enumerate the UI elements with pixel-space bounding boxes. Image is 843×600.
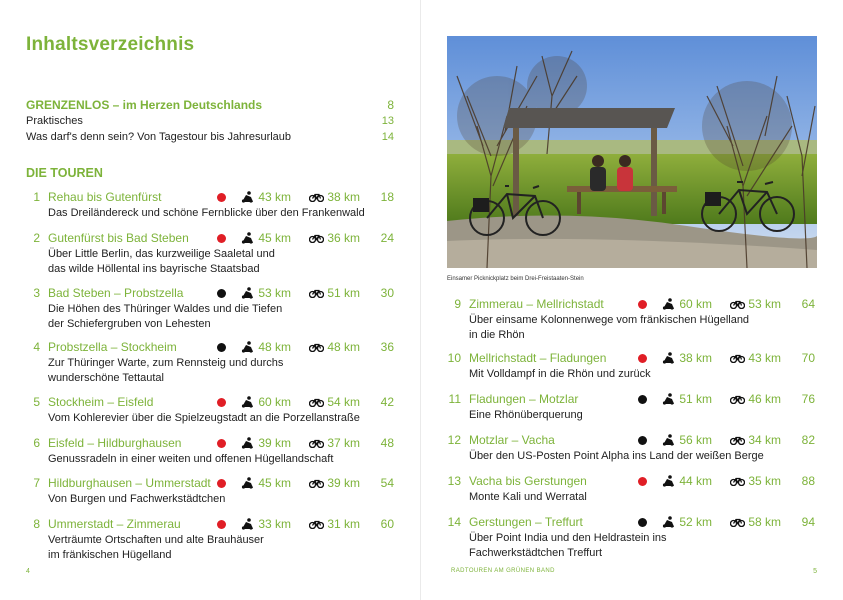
picnic-shelter-photo: [447, 36, 817, 268]
tour-route: Probstzella – Stockheim: [48, 340, 177, 354]
intro-page: 14: [381, 131, 394, 143]
tour-description-line: Fachwerkstädtchen Treffurt: [469, 547, 603, 559]
tour-description-line: Genussradeln in einer weiten und offenen Hügellandschaft: [48, 453, 334, 465]
tour-route: Ummerstadt – Zimmerau: [48, 517, 181, 531]
tour-entry[interactable]: [447, 515, 817, 563]
tour-bike-distance: 43 km: [748, 351, 781, 365]
tour-climb-distance: 45 km: [258, 476, 291, 490]
photo-caption: Einsamer Picknickplatz beim Drei-Freistaaten-Stein: [447, 276, 584, 282]
tour-header: [26, 286, 396, 302]
tour-bike-distance: 58 km: [748, 515, 781, 529]
tour-page-number: 94: [801, 515, 815, 529]
intro-item[interactable]: [26, 129, 394, 145]
section-title: DIE TOUREN: [26, 166, 103, 180]
intro-label: GRENZENLOS – im Herzen Deutschlands: [26, 98, 263, 112]
tour-bike-distance: 38 km: [327, 190, 360, 204]
tour-description-line: Monte Kali und Werratal: [469, 491, 587, 503]
tour-description-line: der Schiefergruben von Lehesten: [48, 318, 211, 330]
tour-description: [469, 490, 809, 505]
page-number-left: 4: [26, 568, 30, 575]
tour-header: [447, 392, 817, 408]
tour-number: 8: [33, 517, 40, 531]
tour-page-number: 64: [801, 297, 815, 311]
tour-number: 12: [447, 433, 461, 447]
tour-climb-distance: 39 km: [258, 436, 291, 450]
difficulty-dot-icon: [638, 395, 647, 404]
tour-bike-distance: 37 km: [327, 436, 360, 450]
tour-description: [469, 313, 809, 343]
difficulty-dot-icon: [217, 520, 226, 529]
tour-climb-distance: 51 km: [679, 392, 712, 406]
tour-description-line: Die Höhen des Thüringer Waldes und die Tiefen: [48, 303, 283, 315]
tour-page-number: 42: [380, 395, 394, 409]
running-footer: RADTOUREN AM GRÜNEN BAND: [451, 568, 555, 574]
tour-page-number: 36: [380, 340, 394, 354]
tour-climb-distance: 52 km: [679, 515, 712, 529]
intro-item[interactable]: [26, 97, 394, 113]
tour-number: 11: [448, 392, 461, 406]
tour-route: Zimmerau – Mellrichstadt: [469, 297, 604, 311]
tour-route: Bad Steben – Probstzella: [48, 286, 184, 300]
tour-number: 6: [33, 436, 40, 450]
tour-number: 9: [454, 297, 461, 311]
tour-header: [26, 436, 396, 452]
difficulty-dot-icon: [217, 343, 226, 352]
tour-description-line: Verträumte Ortschaften und alte Brauhäuser: [48, 534, 264, 546]
tour-page-number: 76: [801, 392, 815, 406]
tour-route: Eisfeld – Hildburghausen: [48, 436, 182, 450]
tour-bike-distance: 46 km: [748, 392, 781, 406]
tour-number: 4: [33, 340, 40, 354]
intro-list: [26, 97, 394, 145]
intro-page: 13: [381, 115, 394, 127]
tour-bike-distance: 54 km: [327, 395, 360, 409]
tour-description-line: Mit Volldampf in die Rhön und zurück: [469, 368, 651, 380]
tour-climb-distance: 60 km: [679, 297, 712, 311]
tour-entry[interactable]: [26, 340, 396, 388]
difficulty-dot-icon: [638, 436, 647, 445]
tour-description: [48, 452, 388, 467]
page-title: Inhaltsverzeichnis: [26, 34, 195, 55]
tour-route: Stockheim – Eisfeld: [48, 395, 154, 409]
tour-bike-distance: 51 km: [327, 286, 360, 300]
tour-page-number: 30: [380, 286, 394, 300]
difficulty-dot-icon: [638, 477, 647, 486]
intro-item[interactable]: [26, 113, 394, 129]
tour-description-line: in die Rhön: [469, 329, 525, 341]
tour-page-number: 54: [380, 476, 394, 490]
tour-climb-distance: 33 km: [258, 517, 291, 531]
tour-route: Mellrichstadt – Fladungen: [469, 351, 607, 365]
tour-route: Fladungen – Motzlar: [469, 392, 579, 406]
tour-description-line: Über Point India und den Heldrastein ins: [469, 532, 667, 544]
difficulty-dot-icon: [638, 300, 647, 309]
tour-number: 1: [33, 190, 40, 204]
tour-climb-distance: 38 km: [679, 351, 712, 365]
tour-entry[interactable]: [447, 297, 817, 345]
tour-bike-distance: 53 km: [748, 297, 781, 311]
tour-page-number: 48: [380, 436, 394, 450]
tour-bike-distance: 39 km: [327, 476, 360, 490]
tour-bike-distance: 36 km: [327, 231, 360, 245]
tour-description: [48, 356, 388, 386]
tour-description-line: im fränkischen Hügelland: [48, 549, 172, 561]
difficulty-dot-icon: [217, 479, 226, 488]
tour-entry[interactable]: [26, 231, 396, 279]
tour-header: [26, 340, 396, 356]
tour-entry[interactable]: [26, 286, 396, 334]
tour-climb-distance: 44 km: [679, 474, 712, 488]
tour-description-line: wunderschöne Tettautal: [48, 372, 164, 384]
tour-description-line: Von Burgen und Fachwerkstädtchen: [48, 493, 226, 505]
tour-description: [469, 449, 809, 464]
tour-page-number: 88: [801, 474, 815, 488]
intro-page: 8: [387, 98, 394, 112]
tour-description-line: Über Little Berlin, das kurzweilige Saaletal und: [48, 248, 275, 260]
tour-bike-distance: 48 km: [327, 340, 360, 354]
tour-page-number: 18: [380, 190, 394, 204]
tour-description-line: Vom Kohlerevier über die Spielzeugstadt an die Porzellanstraße: [48, 412, 360, 424]
tour-route: Rehau bis Gutenfürst: [48, 190, 162, 204]
difficulty-dot-icon: [638, 354, 647, 363]
tour-route: Motzlar – Vacha: [469, 433, 555, 447]
intro-label: Praktisches: [26, 115, 83, 127]
page-number-right: 5: [813, 568, 817, 575]
tour-climb-distance: 48 km: [258, 340, 291, 354]
difficulty-dot-icon: [217, 234, 226, 243]
tour-description: [469, 408, 809, 423]
tour-route: Vacha bis Gerstungen: [469, 474, 587, 488]
tour-number: 3: [33, 286, 40, 300]
tour-bike-distance: 35 km: [748, 474, 781, 488]
tour-header: [26, 517, 396, 533]
tour-description: [469, 531, 809, 561]
tour-description-line: Zur Thüringer Warte, zum Rennsteig und durchs: [48, 357, 284, 369]
tour-climb-distance: 60 km: [258, 395, 291, 409]
tour-climb-distance: 53 km: [258, 286, 291, 300]
tour-route: Hildburghausen – Ummerstadt: [48, 476, 211, 490]
tour-description: [469, 367, 809, 382]
tour-header: [447, 474, 817, 490]
tour-number: 7: [33, 476, 40, 490]
tour-description: [48, 206, 388, 221]
tour-header: [447, 297, 817, 313]
tour-climb-distance: 45 km: [258, 231, 291, 245]
tour-header: [447, 433, 817, 449]
tour-description-line: das wilde Höllental ins bayrische Staatsbad: [48, 263, 260, 275]
tour-description-line: Über den US-Posten Point Alpha ins Land der weißen Berge: [469, 450, 764, 462]
tour-description: [48, 533, 388, 563]
tour-route: Gerstungen – Treffurt: [469, 515, 583, 529]
difficulty-dot-icon: [217, 398, 226, 407]
tour-description: [48, 492, 388, 507]
tour-header: [447, 515, 817, 531]
tour-number: 10: [447, 351, 461, 365]
tour-entry[interactable]: [26, 517, 396, 565]
tour-description: [48, 247, 388, 277]
tour-header: [26, 190, 396, 206]
tour-bike-distance: 31 km: [327, 517, 360, 531]
difficulty-dot-icon: [217, 289, 226, 298]
tour-description-line: Über einsame Kolonnenwege vom fränkischen Hügelland: [469, 314, 750, 326]
tour-description-line: Eine Rhönüberquerung: [469, 409, 583, 421]
tour-page-number: 82: [801, 433, 815, 447]
tour-description-line: Das Dreiländereck und schöne Fernblicke über den Frankenwald: [48, 207, 365, 219]
tour-bike-distance: 34 km: [748, 433, 781, 447]
tour-climb-distance: 56 km: [679, 433, 712, 447]
tour-number: 5: [33, 395, 40, 409]
tour-header: [26, 231, 396, 247]
tour-page-number: 60: [380, 517, 394, 531]
tour-climb-distance: 43 km: [258, 190, 291, 204]
tour-number: 14: [447, 515, 461, 529]
difficulty-dot-icon: [217, 439, 226, 448]
tour-header: [26, 476, 396, 492]
tour-header: [447, 351, 817, 367]
tour-header: [26, 395, 396, 411]
intro-label: Was darf's denn sein? Von Tagestour bis Jahresurlaub: [26, 131, 292, 143]
tour-description: [48, 411, 388, 426]
tour-number: 2: [33, 231, 40, 245]
tour-page-number: 70: [801, 351, 815, 365]
tour-route: Gutenfürst bis Bad Steben: [48, 231, 189, 245]
tour-page-number: 24: [380, 231, 394, 245]
difficulty-dot-icon: [217, 193, 226, 202]
tour-description: [48, 302, 388, 332]
tour-number: 13: [447, 474, 461, 488]
difficulty-dot-icon: [638, 518, 647, 527]
